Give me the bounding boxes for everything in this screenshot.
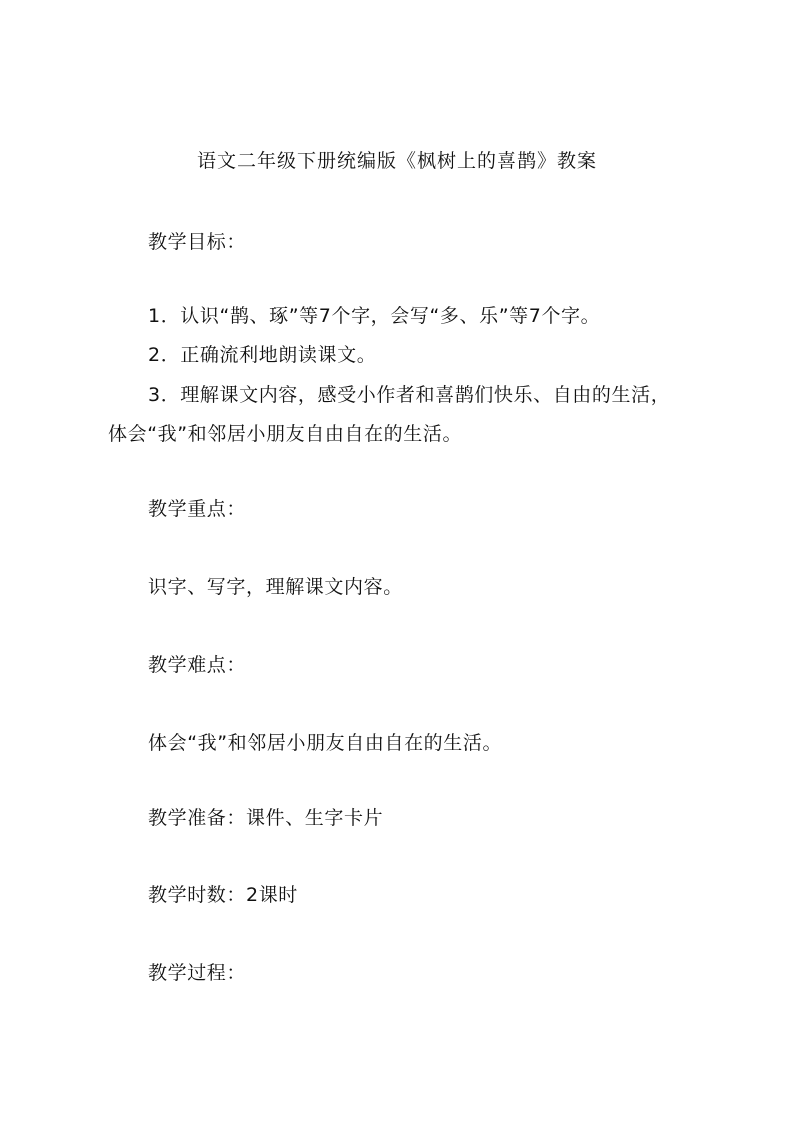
objective-item-1: 1．认识“鹊、琢”等7个字，会写“多、乐”等7个字。: [148, 305, 601, 327]
objective-item-3: 3．理解课文内容，感受小作者和喜鹊们快乐、自由的生活，: [148, 384, 671, 406]
document-title: 语文二年级下册统编版《枫树上的喜鹊》教案: [196, 150, 597, 172]
process-heading: 教学过程：: [148, 962, 247, 984]
preparation-text: 教学准备：课件、生字卡片: [148, 807, 384, 829]
difficulties-heading: 教学难点：: [148, 654, 247, 676]
periods-text: 教学时数：2课时: [148, 884, 298, 906]
difficulties-text: 体会“我”和邻居小朋友自由自在的生活。: [148, 732, 503, 754]
key-points-text: 识字、写字，理解课文内容。: [148, 576, 403, 598]
key-points-heading: 教学重点：: [148, 498, 247, 520]
objective-item-3-continuation: 体会“我”和邻居小朋友自由自在的生活。: [108, 423, 463, 445]
objectives-heading: 教学目标：: [148, 231, 247, 253]
objective-item-2: 2．正确流利地朗读课文。: [148, 344, 377, 366]
